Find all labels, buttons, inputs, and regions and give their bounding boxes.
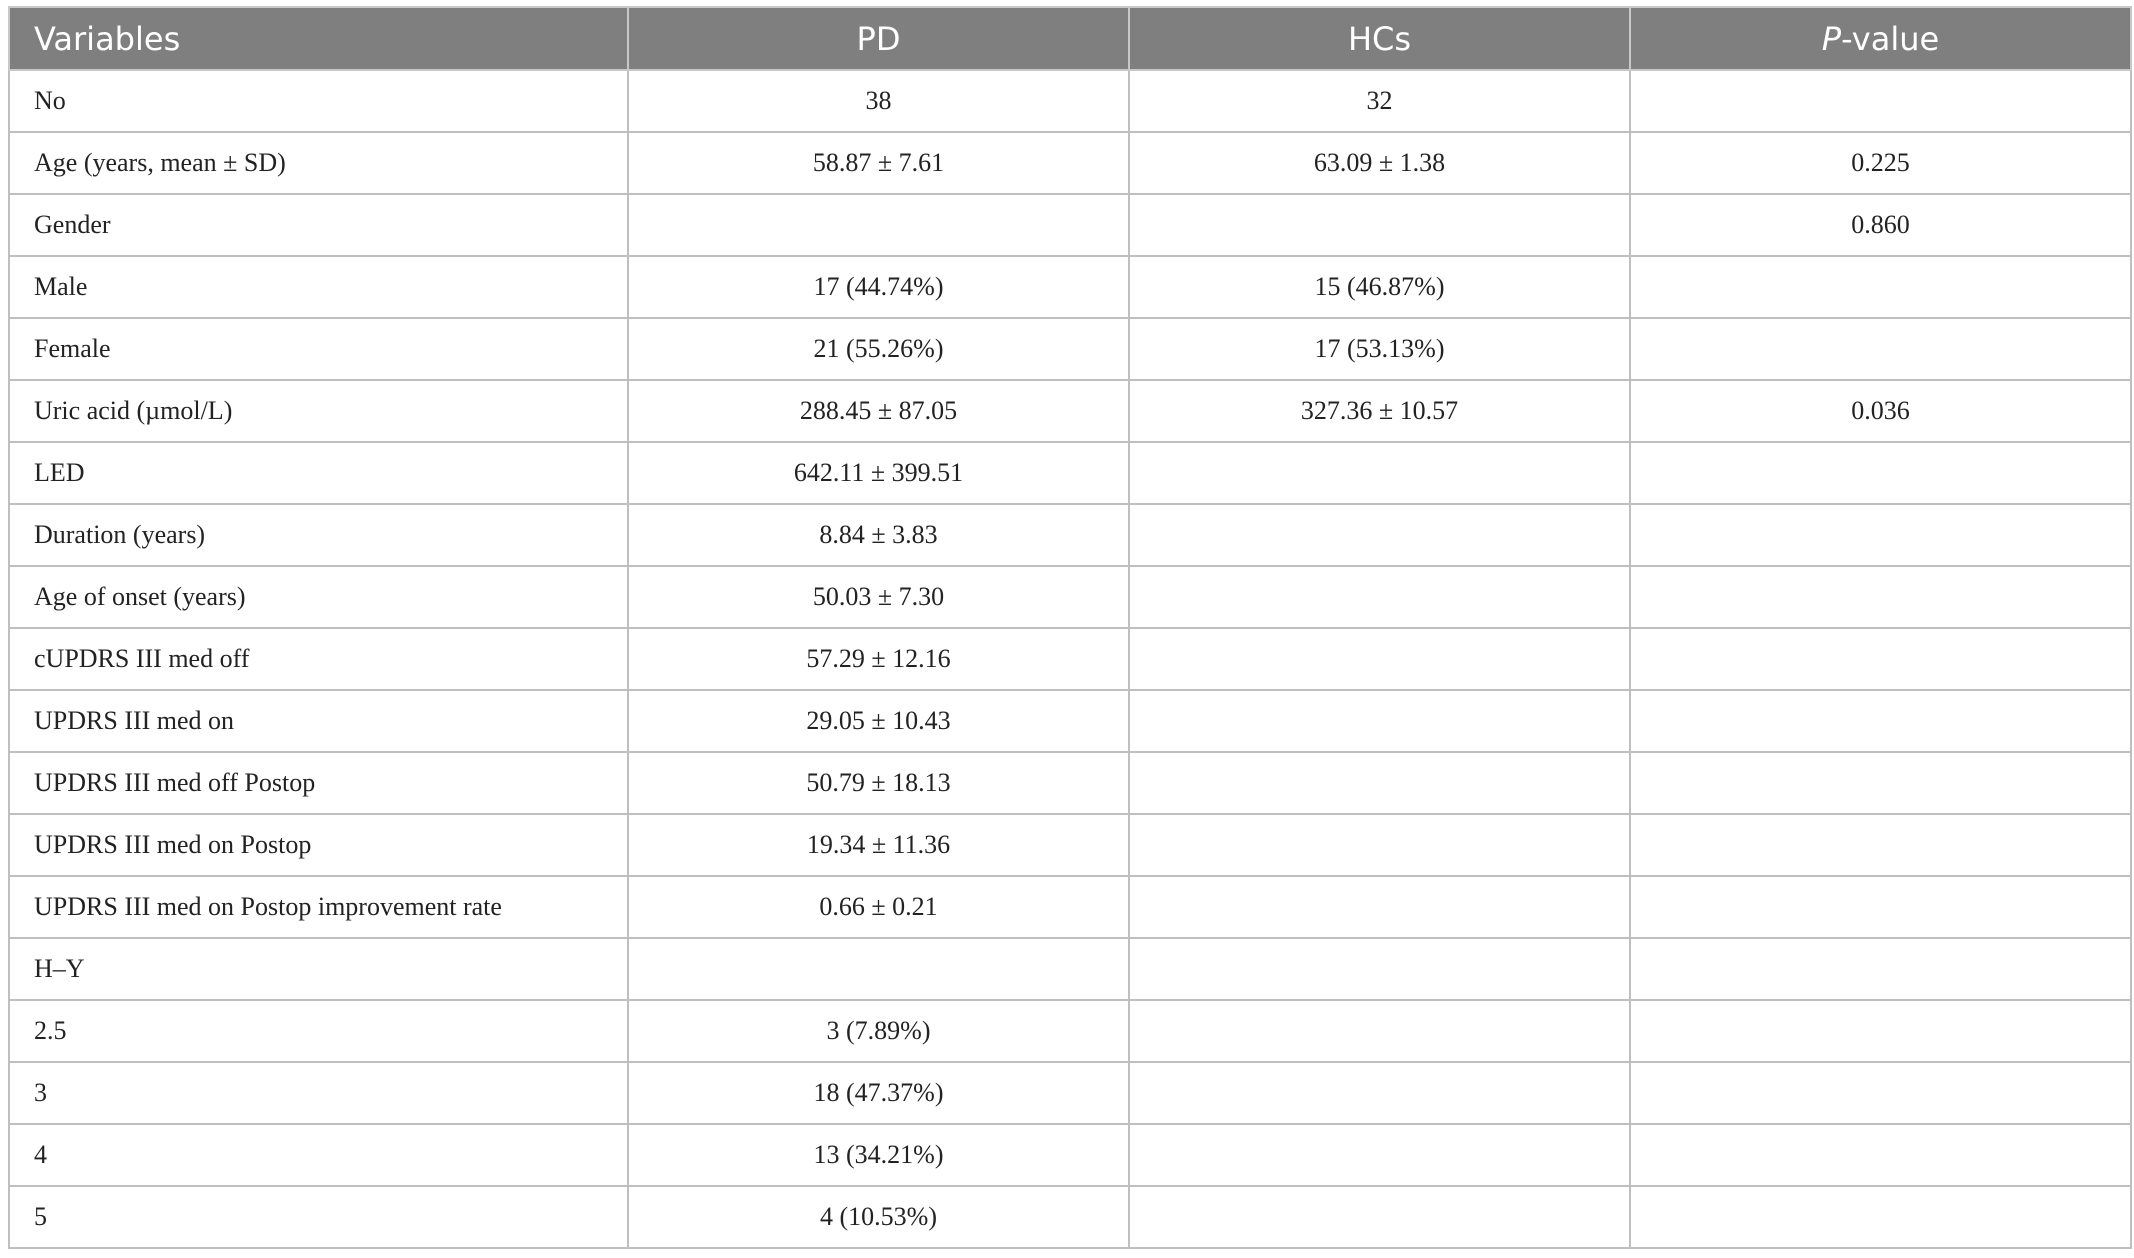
cell-variable: UPDRS III med on Postop bbox=[9, 814, 628, 876]
cell-p-value bbox=[1630, 70, 2131, 132]
cell-variable: UPDRS III med on Postop improvement rate bbox=[9, 876, 628, 938]
cell-hcs: 63.09 ± 1.38 bbox=[1129, 132, 1630, 194]
cell-pd: 21 (55.26%) bbox=[628, 318, 1129, 380]
table-row bbox=[9, 70, 2131, 132]
cell-variable: 3 bbox=[9, 1062, 628, 1124]
cell-p-value: 0.036 bbox=[1630, 380, 2131, 442]
table-row bbox=[9, 132, 2131, 194]
cell-variable: LED bbox=[9, 442, 628, 504]
table-row bbox=[9, 876, 2131, 938]
cell-pd: 58.87 ± 7.61 bbox=[628, 132, 1129, 194]
cell-p-value bbox=[1630, 690, 2131, 752]
cell-pd: 0.66 ± 0.21 bbox=[628, 876, 1129, 938]
cell-variable: 4 bbox=[9, 1124, 628, 1186]
table-row bbox=[9, 690, 2131, 752]
table-row bbox=[9, 566, 2131, 628]
cell-p-value bbox=[1630, 256, 2131, 318]
cell-pd: 57.29 ± 12.16 bbox=[628, 628, 1129, 690]
cell-pd: 38 bbox=[628, 70, 1129, 132]
cell-p-value bbox=[1630, 1124, 2131, 1186]
cell-pd: 29.05 ± 10.43 bbox=[628, 690, 1129, 752]
cell-variable: Female bbox=[9, 318, 628, 380]
table-row bbox=[9, 256, 2131, 318]
table-row bbox=[9, 1000, 2131, 1062]
table-row bbox=[9, 442, 2131, 504]
cell-variable: Uric acid (µmol/L) bbox=[9, 380, 628, 442]
cell-p-value bbox=[1630, 628, 2131, 690]
table-row bbox=[9, 318, 2131, 380]
cell-hcs bbox=[1129, 1000, 1630, 1062]
cell-hcs bbox=[1129, 1062, 1630, 1124]
cell-pd: 19.34 ± 11.36 bbox=[628, 814, 1129, 876]
cell-variable: Duration (years) bbox=[9, 504, 628, 566]
cell-p-value bbox=[1630, 1186, 2131, 1248]
cell-p-value: 0.860 bbox=[1630, 194, 2131, 256]
cell-p-value bbox=[1630, 752, 2131, 814]
cell-hcs bbox=[1129, 752, 1630, 814]
table-row bbox=[9, 1186, 2131, 1248]
table-row bbox=[9, 814, 2131, 876]
cell-p-value bbox=[1630, 876, 2131, 938]
cell-hcs bbox=[1129, 814, 1630, 876]
cell-variable: Gender bbox=[9, 194, 628, 256]
header-row bbox=[9, 7, 2131, 70]
table-header bbox=[9, 7, 2131, 70]
header-pd: PD bbox=[628, 7, 1129, 70]
cell-p-value bbox=[1630, 1000, 2131, 1062]
cell-hcs bbox=[1129, 566, 1630, 628]
cell-pd: 13 (34.21%) bbox=[628, 1124, 1129, 1186]
cell-hcs bbox=[1129, 1186, 1630, 1248]
header-variables: Variables bbox=[9, 7, 628, 70]
cell-hcs: 327.36 ± 10.57 bbox=[1129, 380, 1630, 442]
cell-variable: No bbox=[9, 70, 628, 132]
table-row bbox=[9, 628, 2131, 690]
cell-hcs: 32 bbox=[1129, 70, 1630, 132]
cell-hcs bbox=[1129, 938, 1630, 1000]
table-row bbox=[9, 380, 2131, 442]
cell-hcs bbox=[1129, 504, 1630, 566]
cell-pd: 3 (7.89%) bbox=[628, 1000, 1129, 1062]
table-body bbox=[9, 70, 2131, 1248]
cell-p-value bbox=[1630, 566, 2131, 628]
table-row bbox=[9, 938, 2131, 1000]
cell-variable: Age of onset (years) bbox=[9, 566, 628, 628]
cell-variable: 2.5 bbox=[9, 1000, 628, 1062]
cell-hcs: 15 (46.87%) bbox=[1129, 256, 1630, 318]
demographics-table bbox=[8, 6, 2132, 1249]
cell-pd: 642.11 ± 399.51 bbox=[628, 442, 1129, 504]
cell-p-value bbox=[1630, 504, 2131, 566]
table-row bbox=[9, 752, 2131, 814]
table-row bbox=[9, 1062, 2131, 1124]
cell-pd: 8.84 ± 3.83 bbox=[628, 504, 1129, 566]
cell-hcs: 17 (53.13%) bbox=[1129, 318, 1630, 380]
cell-variable: Age (years, mean ± SD) bbox=[9, 132, 628, 194]
cell-p-value bbox=[1630, 1062, 2131, 1124]
cell-p-value bbox=[1630, 938, 2131, 1000]
table-row bbox=[9, 1124, 2131, 1186]
cell-variable: H–Y bbox=[9, 938, 628, 1000]
cell-hcs bbox=[1129, 194, 1630, 256]
cell-hcs bbox=[1129, 628, 1630, 690]
header-p-italic: P bbox=[1821, 19, 1842, 58]
cell-hcs bbox=[1129, 876, 1630, 938]
table-row bbox=[9, 504, 2131, 566]
cell-pd: 4 (10.53%) bbox=[628, 1186, 1129, 1248]
table-container bbox=[8, 6, 2130, 1249]
cell-hcs bbox=[1129, 1124, 1630, 1186]
cell-pd: 18 (47.37%) bbox=[628, 1062, 1129, 1124]
cell-variable: Male bbox=[9, 256, 628, 318]
cell-pd: 17 (44.74%) bbox=[628, 256, 1129, 318]
header-p-rest: -value bbox=[1841, 19, 1940, 58]
cell-hcs bbox=[1129, 690, 1630, 752]
cell-pd bbox=[628, 194, 1129, 256]
table-row bbox=[9, 194, 2131, 256]
cell-variable: 5 bbox=[9, 1186, 628, 1248]
cell-pd bbox=[628, 938, 1129, 1000]
cell-pd: 50.79 ± 18.13 bbox=[628, 752, 1129, 814]
cell-pd: 50.03 ± 7.30 bbox=[628, 566, 1129, 628]
header-p-value bbox=[1630, 7, 2131, 70]
cell-variable: UPDRS III med off Postop bbox=[9, 752, 628, 814]
cell-p-value bbox=[1630, 814, 2131, 876]
cell-p-value bbox=[1630, 442, 2131, 504]
cell-variable: UPDRS III med on bbox=[9, 690, 628, 752]
cell-hcs bbox=[1129, 442, 1630, 504]
cell-p-value: 0.225 bbox=[1630, 132, 2131, 194]
cell-p-value bbox=[1630, 318, 2131, 380]
cell-variable: cUPDRS III med off bbox=[9, 628, 628, 690]
header-hcs: HCs bbox=[1129, 7, 1630, 70]
cell-pd: 288.45 ± 87.05 bbox=[628, 380, 1129, 442]
